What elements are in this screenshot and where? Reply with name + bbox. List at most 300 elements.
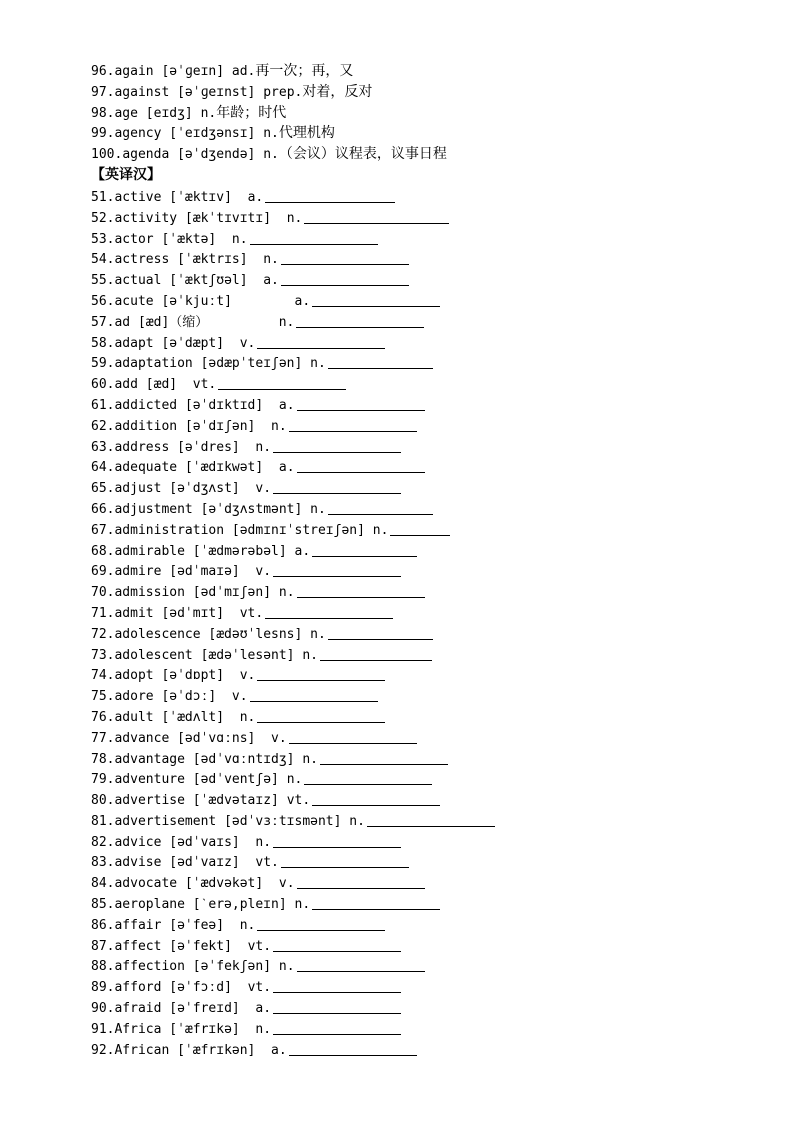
entry-phonetic: [əˈɡeɪnst] — [177, 84, 256, 100]
entry-number: 67. — [91, 522, 115, 538]
entry-pos: n. — [255, 439, 272, 455]
exercise-entry — [91, 623, 771, 644]
entry-phonetic: [ˈæktrɪs] — [177, 252, 248, 268]
answer-blank[interactable] — [257, 916, 385, 931]
entry-gap — [232, 978, 248, 999]
exercise-entry — [91, 581, 771, 602]
entry-number: 56. — [91, 293, 115, 309]
entry-pos: vt. — [192, 377, 217, 393]
entry-phonetic: [ˈædvəkət] — [184, 876, 264, 892]
entry-gap — [224, 604, 240, 625]
entry-word: address — [114, 439, 170, 455]
entry-number: 87. — [91, 938, 115, 954]
entry-phonetic: [æd] — [145, 377, 178, 393]
entry-word: advocate — [114, 876, 178, 892]
entry-word: aeroplane — [114, 897, 185, 913]
entry-number: 66. — [91, 501, 115, 517]
entry-word: addition — [114, 418, 178, 434]
entry-pos: vt. — [247, 938, 272, 954]
entry-gap — [287, 895, 295, 916]
entry-phonetic: [ˈædvətaɪz] — [192, 793, 279, 809]
entry-number: 60. — [91, 377, 115, 393]
answer-blank[interactable] — [265, 604, 393, 619]
entry-word: advance — [114, 730, 170, 746]
exercise-entry — [91, 456, 771, 477]
entry-pos: n. — [310, 626, 326, 642]
entry-word: admission — [114, 585, 185, 601]
entry-word: add — [114, 377, 138, 393]
entry-phonetic: [ədˈmɪt] — [161, 605, 225, 621]
exercise-entry — [91, 768, 771, 789]
entry-word: affair — [114, 917, 162, 933]
entry-gap — [248, 271, 264, 292]
entry-phonetic: [ædəʊˈlesns] — [208, 626, 303, 642]
entry-word: African — [114, 1042, 170, 1058]
answer-blank[interactable] — [273, 562, 401, 577]
entry-gap — [232, 188, 248, 209]
entry-phonetic: [ədˈmaɪə] — [169, 564, 240, 580]
entry-pos: a. — [278, 460, 295, 476]
entry-pos: n. — [294, 897, 311, 913]
entry-phonetic: [əˈfreɪd] — [169, 1001, 240, 1017]
entry-gap — [240, 853, 256, 874]
answer-blank[interactable] — [250, 687, 378, 702]
entry-pos: n. — [263, 147, 279, 163]
exercise-entry — [91, 228, 771, 249]
entry-number: 97. — [91, 84, 115, 100]
answer-blank[interactable] — [289, 729, 417, 744]
exercise-entry — [91, 519, 771, 540]
answer-blank[interactable] — [320, 750, 448, 765]
answer-blank[interactable] — [312, 895, 440, 910]
exercise-entry — [91, 311, 771, 332]
entry-gap — [232, 292, 295, 313]
entry-pos: n. — [239, 917, 256, 933]
entry-number: 92. — [91, 1042, 115, 1058]
entry-word: addicted — [114, 397, 178, 413]
entry-number: 75. — [91, 689, 115, 705]
entry-gap — [279, 791, 287, 812]
answer-blank[interactable] — [273, 978, 401, 993]
entry-gap — [216, 687, 232, 708]
answer-blank[interactable] — [297, 458, 425, 473]
entry-phonetic: [əˈkjuːt] — [161, 293, 232, 309]
entry-word: adaptation — [114, 356, 193, 372]
answer-blank[interactable] — [328, 354, 433, 369]
answer-blank[interactable] — [312, 292, 440, 307]
exercise-entry — [91, 352, 771, 373]
answer-blank[interactable] — [273, 1020, 401, 1035]
glossed-entry — [91, 61, 771, 82]
exercise-entry — [91, 602, 771, 623]
entry-gap — [224, 666, 240, 687]
entry-phonetic: [əˈdɒpt] — [161, 668, 225, 684]
entry-phonetic: [ˈædmərəbəl] — [192, 543, 287, 559]
entry-pos: n. — [263, 126, 279, 142]
answer-blank[interactable] — [273, 479, 401, 494]
entry-meaning: 代理机构 — [278, 125, 335, 142]
entry-word: afraid — [114, 1001, 162, 1017]
entry-gap — [240, 438, 256, 459]
answer-blank[interactable] — [265, 188, 395, 203]
entry-word: adult — [114, 709, 154, 725]
entry-pos: n. — [349, 813, 365, 829]
answer-blank[interactable] — [328, 625, 433, 640]
exercise-entry — [91, 1039, 771, 1060]
entry-phonetic: [ˈædɪkwət] — [184, 460, 264, 476]
answer-blank[interactable] — [257, 708, 385, 723]
entry-number: 73. — [91, 647, 115, 663]
entry-number: 52. — [91, 210, 115, 226]
entry-number: 59. — [91, 356, 115, 372]
entry-word: adopt — [114, 668, 154, 684]
exercise-entry — [91, 186, 771, 207]
entry-gap — [341, 812, 349, 833]
entry-number: 68. — [91, 543, 115, 559]
entry-phonetic: [ædəˈlesənt] — [200, 647, 295, 663]
entry-number: 85. — [91, 897, 115, 913]
entry-phonetic: [əˈfɔːd] — [169, 980, 232, 996]
entry-number: 79. — [91, 772, 115, 788]
entry-number: 53. — [91, 231, 115, 247]
entry-number: 58. — [91, 335, 115, 351]
entry-gap — [240, 562, 256, 583]
entry-gap — [271, 583, 279, 604]
exercise-entry — [91, 290, 771, 311]
entry-word: admirable — [114, 543, 185, 559]
exercise-entry — [91, 685, 771, 706]
entry-word: advantage — [114, 751, 185, 767]
entry-word: adjustment — [114, 501, 193, 517]
entry-meaning: 对着，反对 — [302, 83, 373, 100]
glossed-entry — [91, 82, 771, 103]
entry-pos: n. — [302, 751, 318, 767]
entry-phonetic: [əˈdʒʌst] — [169, 481, 240, 497]
entry-phonetic: [ədˈvɜːtɪsmənt] — [224, 813, 342, 829]
entry-phonetic: [əˈdɪʃən] — [184, 418, 256, 434]
exercise-entry — [91, 477, 771, 498]
entry-word: affection — [114, 959, 185, 975]
entry-word: again — [114, 64, 154, 79]
entry-gap — [224, 334, 240, 355]
glossed-entry — [91, 144, 771, 165]
section-heading: 【英译汉】 — [91, 166, 161, 183]
exercise-entry — [91, 269, 771, 290]
entry-number: 81. — [91, 813, 115, 829]
entry-pos: n. — [255, 834, 272, 850]
entry-word: adjust — [114, 481, 162, 497]
entry-gap — [302, 625, 310, 646]
entry-phonetic: [ədˈvaɪs] — [169, 834, 240, 850]
exercise-entry — [91, 1018, 771, 1039]
entry-pos: n. — [302, 647, 318, 663]
entry-pos: a. — [278, 397, 295, 413]
entry-phonetic: [əˈɡeɪn] — [161, 64, 225, 79]
entry-pos: n. — [263, 252, 279, 268]
answer-blank[interactable] — [281, 250, 409, 265]
exercise-entry — [91, 644, 771, 665]
entry-gap — [240, 479, 256, 500]
answer-blank[interactable] — [312, 791, 440, 806]
entry-word: active — [114, 189, 162, 205]
entry-number: 71. — [91, 605, 115, 621]
answer-blank[interactable] — [390, 521, 450, 536]
answer-blank[interactable] — [257, 334, 385, 349]
entry-number: 98. — [91, 105, 115, 121]
entry-number: 54. — [91, 252, 115, 268]
entry-pos: n. — [310, 356, 326, 372]
entry-pos: vt. — [286, 793, 311, 809]
entry-pos: v. — [255, 564, 272, 580]
entry-word: adventure — [114, 772, 185, 788]
entry-pos: a. — [255, 1001, 272, 1017]
exercise-entry — [91, 560, 771, 581]
exercise-entry — [91, 935, 771, 956]
answer-blank[interactable] — [281, 853, 409, 868]
answer-blank[interactable] — [273, 937, 401, 952]
entry-number: 84. — [91, 876, 115, 892]
entry-word: advice — [114, 834, 162, 850]
entry-number: 82. — [91, 834, 115, 850]
entry-pos: n. — [286, 210, 303, 226]
exercise-entry — [91, 976, 771, 997]
exercise-entry — [91, 248, 771, 269]
entry-phonetic: [ˈædʌlt] — [161, 709, 225, 725]
entry-gap — [365, 521, 373, 542]
entry-phonetic: [ˈæfrɪkə] — [169, 1021, 240, 1037]
entry-pos: a. — [263, 273, 279, 289]
answer-blank[interactable] — [328, 500, 433, 515]
entry-word: actual — [114, 273, 162, 289]
exercise-entry — [91, 207, 771, 228]
entry-phonetic: [ˈeɪdʒənsɪ] — [169, 126, 256, 142]
answer-blank[interactable] — [297, 396, 425, 411]
entry-pos: v. — [271, 730, 287, 746]
entry-number: 78. — [91, 751, 115, 767]
exercise-entry — [91, 893, 771, 914]
exercise-entry — [91, 498, 771, 519]
entry-number: 80. — [91, 793, 115, 809]
answer-blank[interactable] — [289, 417, 417, 432]
entry-number: 51. — [91, 189, 115, 205]
entry-gap — [295, 646, 303, 667]
answer-blank[interactable] — [367, 812, 495, 827]
entry-word: agency — [114, 126, 162, 142]
entry-word: admit — [114, 605, 154, 621]
exercise-entry — [91, 914, 771, 935]
entry-phonetic: [ˈæktə] — [161, 231, 217, 247]
entry-number: 57. — [91, 314, 115, 330]
entry-pos: prep. — [263, 84, 303, 100]
exercise-entry — [91, 810, 771, 831]
answer-blank[interactable] — [296, 313, 424, 328]
answer-blank[interactable] — [273, 833, 401, 848]
entry-number: 72. — [91, 626, 115, 642]
entry-pos: n. — [239, 709, 256, 725]
entry-phonetic: [əˈdʒendə] — [177, 147, 256, 163]
entry-word: adequate — [114, 460, 178, 476]
answer-blank[interactable] — [273, 999, 401, 1014]
entry-word: admire — [114, 564, 162, 580]
exercise-entry — [91, 706, 771, 727]
entry-gap — [271, 957, 279, 978]
entry-gap — [263, 458, 279, 479]
entry-number: 63. — [91, 439, 115, 455]
answer-blank[interactable] — [297, 957, 425, 972]
entry-phonetic: [ˈæktɪv] — [169, 189, 232, 205]
entry-gap — [224, 708, 240, 729]
entry-gap — [279, 770, 287, 791]
answer-blank[interactable] — [304, 770, 432, 785]
entry-gap — [224, 916, 240, 937]
entry-pos: a. — [271, 1042, 287, 1058]
exercise-entry — [91, 997, 771, 1018]
entry-pos: a. — [294, 293, 311, 309]
entry-number: 65. — [91, 481, 115, 497]
entry-pos: n. — [200, 105, 217, 121]
answer-blank[interactable] — [257, 666, 385, 681]
entry-word: activity — [114, 210, 178, 226]
entry-pos: v. — [255, 481, 272, 497]
answer-blank[interactable] — [297, 874, 425, 889]
exercise-entry — [91, 851, 771, 872]
entry-phonetic: [ədˈvɑːns] — [177, 730, 256, 746]
entry-meaning: 再一次；再，又 — [255, 63, 354, 79]
entry-number: 99. — [91, 126, 115, 142]
exercise-entry — [91, 415, 771, 436]
exercise-entry — [91, 332, 771, 353]
entry-phonetic: [əˈdres] — [177, 439, 240, 455]
entry-gap — [271, 209, 287, 230]
entry-word: ad — [114, 314, 131, 330]
answer-blank[interactable] — [289, 1041, 417, 1056]
entry-number: 91. — [91, 1021, 115, 1037]
entry-word: afford — [114, 980, 162, 996]
entry-phonetic: [əˈdɔː] — [161, 689, 217, 705]
entry-number: 77. — [91, 730, 115, 746]
entry-gap — [302, 500, 310, 521]
entry-word: advise — [114, 855, 162, 871]
entry-phonetic: [ədˈvaɪz] — [169, 855, 240, 871]
entry-word: affect — [114, 938, 162, 954]
entry-gap — [287, 542, 295, 563]
entry-gap — [302, 354, 310, 375]
vocabulary-page — [91, 61, 771, 1059]
entry-number: 100. — [91, 147, 123, 163]
entry-number: 86. — [91, 917, 115, 933]
entry-gap — [216, 230, 232, 251]
answer-blank[interactable] — [312, 542, 417, 557]
exercise-entry — [91, 436, 771, 457]
entry-word: adapt — [114, 335, 154, 351]
entry-phonetic: [ədmɪnɪˈstreɪʃən] — [231, 522, 365, 538]
entry-number: 88. — [91, 959, 115, 975]
entry-number: 89. — [91, 980, 115, 996]
entry-pos: ad. — [231, 64, 256, 79]
entry-phonetic: [əˈfeə] — [169, 917, 225, 933]
entry-pos: v. — [239, 335, 256, 351]
answer-blank[interactable] — [297, 583, 425, 598]
entry-pos: n. — [231, 231, 248, 247]
exercise-entry — [91, 394, 771, 415]
entry-pos: n. — [278, 959, 295, 975]
entry-gap — [177, 375, 193, 396]
entry-gap — [263, 396, 279, 417]
entry-pos: n. — [286, 772, 303, 788]
entry-number: 74. — [91, 668, 115, 684]
entry-phonetic: [ədˈvɑːntɪdʒ] — [192, 751, 295, 767]
glossed-word-list — [91, 61, 771, 165]
entry-word: age — [114, 105, 138, 121]
entry-phonetic: [ˈæktʃʊəl] — [169, 273, 248, 289]
entry-phonetic: [eɪdʒ] — [145, 105, 193, 121]
translation-exercise-list — [91, 186, 771, 1059]
entry-word: adolescent — [114, 647, 193, 663]
entry-word: acute — [114, 293, 154, 309]
entry-phonetic: [ˈæfrɪkən] — [177, 1042, 256, 1058]
entry-pos: n. — [271, 418, 287, 434]
entry-word: adore — [114, 689, 154, 705]
entry-word: actress — [114, 252, 170, 268]
entry-gap — [248, 250, 264, 271]
entry-phonetic: [əˈdæpt] — [161, 335, 225, 351]
entry-word: adolescence — [114, 626, 201, 642]
entry-number: 62. — [91, 418, 115, 434]
answer-blank[interactable] — [281, 271, 409, 286]
entry-gap — [240, 999, 256, 1020]
answer-blank[interactable] — [304, 209, 449, 224]
entry-gap — [255, 1041, 271, 1062]
glossed-entry — [91, 103, 771, 124]
answer-blank[interactable] — [273, 438, 401, 453]
entry-pos: vt. — [239, 605, 264, 621]
entry-word: actor — [114, 231, 154, 247]
exercise-entry — [91, 373, 771, 394]
entry-phonetic: [æd]（缩） — [137, 314, 209, 330]
exercise-entry — [91, 872, 771, 893]
glossed-entry — [91, 123, 771, 144]
entry-gap — [255, 729, 271, 750]
entry-word: Africa — [114, 1021, 162, 1037]
entry-gap — [255, 417, 271, 438]
entry-gap — [240, 833, 256, 854]
entry-gap — [240, 1020, 256, 1041]
entry-number: 69. — [91, 564, 115, 580]
answer-blank[interactable] — [218, 375, 346, 390]
entry-word: against — [114, 84, 170, 100]
answer-blank[interactable] — [250, 230, 378, 245]
entry-phonetic: [ədæpˈteɪʃən] — [200, 356, 303, 372]
entry-pos: vt. — [247, 980, 272, 996]
entry-gap — [263, 874, 279, 895]
entry-pos: a. — [294, 543, 311, 559]
exercise-entry — [91, 748, 771, 769]
entry-pos: n. — [255, 1021, 272, 1037]
entry-meaning: （会议）议程表，议事日程 — [278, 146, 447, 163]
entry-number: 96. — [91, 64, 115, 79]
entry-gap — [232, 937, 248, 958]
answer-blank[interactable] — [320, 646, 432, 661]
entry-pos: n. — [278, 314, 295, 330]
entry-word: administration — [114, 522, 225, 538]
entry-meaning: 年龄；时代 — [216, 104, 287, 121]
entry-phonetic: [əˈfekʃən] — [192, 959, 272, 975]
entry-pos: v. — [231, 689, 248, 705]
entry-pos: v. — [239, 668, 256, 684]
entry-number: 64. — [91, 460, 115, 476]
exercise-entry — [91, 955, 771, 976]
entry-phonetic: [ədˈventʃə] — [192, 772, 279, 788]
